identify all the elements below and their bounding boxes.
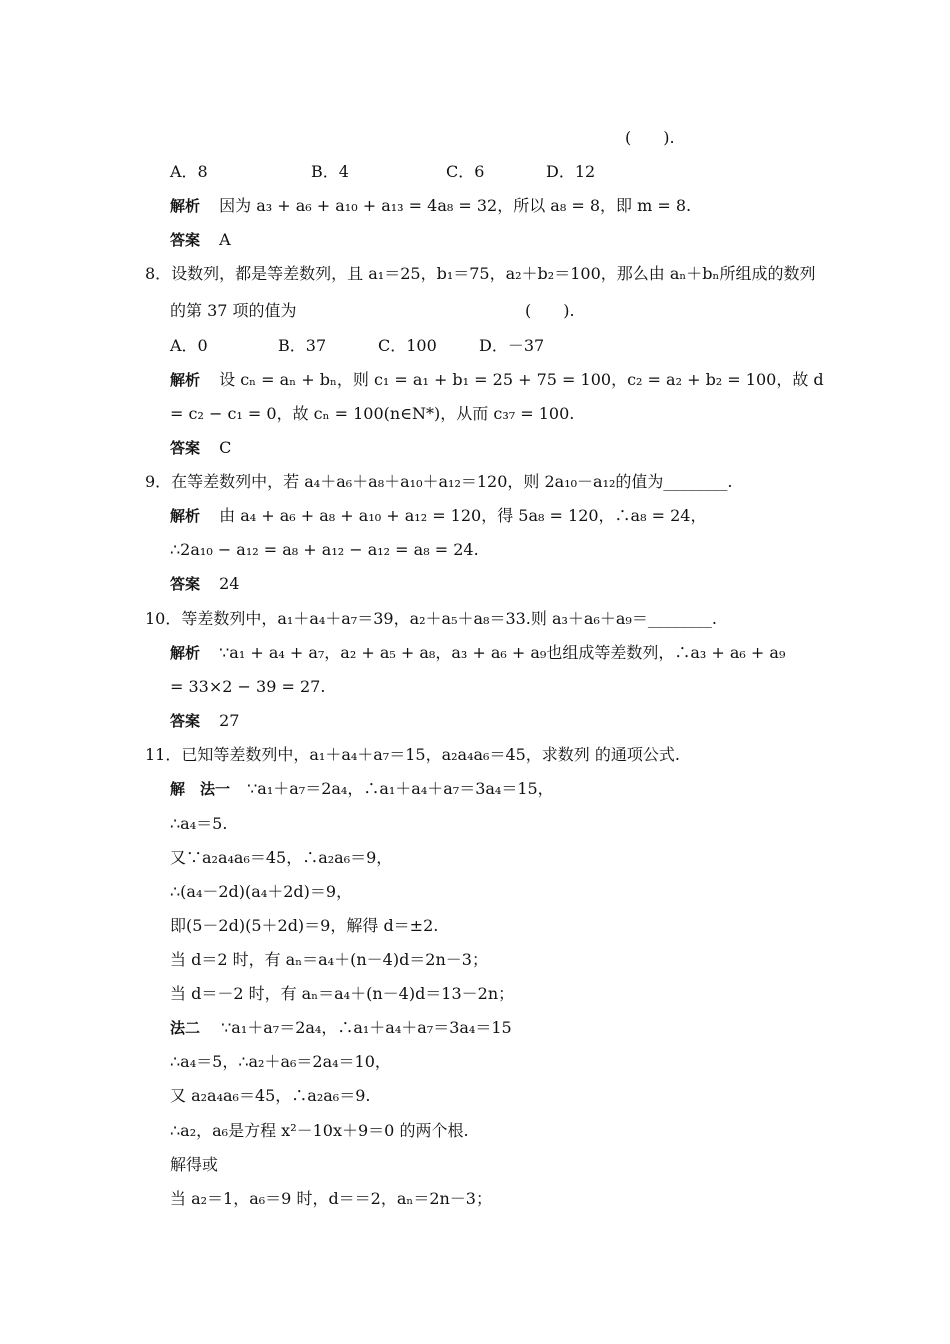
q11-step: 又∵a₂a₄a₆＝45，∴a₂a₆＝9，	[170, 848, 393, 867]
q11-method2-line1	[170, 1018, 512, 1038]
q8-answer-label: 答案	[170, 439, 201, 457]
q7-option-b: B．4	[311, 162, 349, 181]
q8-option-d: D．－37	[479, 336, 545, 355]
q7-option-a: A．8	[170, 162, 208, 181]
q7-analysis-text: 因为 a₃ + a₆ + a₁₀ + a₁₃ = 4a₈ = 32，所以 a₈ = 8，即 m = 8.	[219, 196, 692, 215]
q8-answer	[170, 438, 231, 458]
q9-analysis-label: 解析	[170, 507, 201, 525]
q8-option-a: A．0	[170, 336, 208, 355]
q9-stem: 9．在等差数列中，若 a₄＋a₆＋a₈＋a₁₀＋a₁₂＝120，则 2a₁₀－a₁₂的值为________.	[145, 472, 733, 491]
q9-answer-label: 答案	[170, 575, 201, 593]
q8-stem-line1: 8．设数列，都是等差数列，且 a₁＝25，b₁＝75，a₂＋b₂＝100，那么由 aₙ＋bₙ所组成的数列	[145, 264, 816, 283]
q8-analysis-line2: = c₂ − c₁ = 0，故 cₙ = 100(n∈N*)，从而 c₃₇ = 100.	[170, 404, 575, 423]
q9-answer-text: 24	[219, 574, 240, 593]
q11-step: ∴(a₄－2d)(a₄＋2d)＝9，	[170, 882, 353, 901]
q9-answer	[170, 574, 239, 594]
q11-step: ∴a₄＝5，∴a₂＋a₆＝2a₄＝10，	[170, 1052, 391, 1071]
q8-analysis-line1	[170, 370, 824, 390]
q9-analysis-text1: 由 a₄ + a₆ + a₈ + a₁₀ + a₁₂ = 120，得 5a₈ = 120，∴a₈ = 24，	[219, 506, 707, 525]
q10-stem: 10．等差数列中，a₁＋a₄＋a₇＝39，a₂＋a₅＋a₈＝33.则 a₃＋a₆＋a₉＝________.	[145, 609, 717, 628]
q7-option-c: C．6	[446, 162, 485, 181]
q7-answer-label: 答案	[170, 231, 201, 249]
q11-step: 又 a₂a₄a₆＝45，∴a₂a₆＝9.	[170, 1086, 371, 1105]
q7-answer	[170, 230, 231, 250]
q10-analysis-line1	[170, 643, 785, 663]
q8-answer-text: C	[219, 438, 232, 457]
q10-analysis-label: 解析	[170, 644, 201, 662]
q11-step: 当 d＝2 时，有 aₙ＝a₄＋(n－4)d＝2n－3；	[170, 950, 488, 969]
q8-stem-line2: 的第 37 项的值为	[170, 301, 297, 320]
q11-solution-text1: ∵a₁＋a₇＝2a₄，∴a₁＋a₄＋a₇＝3a₄＝15，	[247, 779, 554, 798]
q11-method2-text1: ∵a₁＋a₇＝2a₄，∴a₁＋a₄＋a₇＝3a₄＝15	[221, 1018, 512, 1037]
q9-analysis-line2: ∴2a₁₀ − a₁₂ = a₈ + a₁₂ − a₁₂ = a₈ = 24.	[170, 540, 479, 559]
q11-step: ∴a₂，a₆是方程 x²－10x＋9＝0 的两个根.	[170, 1121, 469, 1140]
q8-analysis-text1: 设 cₙ = aₙ + bₙ，则 c₁ = a₁ + b₁ = 25 + 75 = 100，c₂ = a₂ + b₂ = 100，故 d	[219, 370, 824, 389]
q10-analysis-line2: = 33×2 − 39 = 27.	[170, 677, 326, 696]
q9-analysis-line1	[170, 506, 706, 526]
q11-step: 解得或	[170, 1155, 219, 1174]
q7-analysis-label: 解析	[170, 197, 201, 215]
q11-step: 当 a₂＝1，a₆＝9 时，d＝＝2，aₙ＝2n－3；	[170, 1189, 492, 1208]
q7-answer-text: A	[219, 230, 231, 249]
q11-solution-label: 解 法一	[170, 780, 231, 798]
q11-step: 当 d＝－2 时，有 aₙ＝a₄＋(n－4)d＝13－2n；	[170, 984, 515, 1003]
q11-method2-label: 法二	[170, 1019, 201, 1037]
q8-analysis-label: 解析	[170, 371, 201, 389]
q8-option-b: B．37	[278, 336, 327, 355]
q11-stem: 11．已知等差数列中，a₁＋a₄＋a₇＝15，a₂a₄a₆＝45，求数列 的通项公式.	[145, 745, 680, 764]
q10-answer-text: 27	[219, 711, 240, 730]
q10-answer-label: 答案	[170, 712, 201, 730]
q11-step: ∴a₄＝5.	[170, 814, 228, 833]
q10-analysis-text1: ∵a₁ + a₄ + a₇，a₂ + a₅ + a₈，a₃ + a₆ + a₉也组成等差数列，∴a₃ + a₆ + a₉	[219, 643, 786, 662]
q8-option-c: C．100	[378, 336, 437, 355]
q11-step: 即(5－2d)(5＋2d)＝9，解得 d＝±2.	[170, 916, 439, 935]
q11-solution-line1	[170, 779, 554, 799]
q8-paren: ( ).	[525, 301, 575, 320]
q7-option-d: D．12	[546, 162, 596, 181]
q10-answer	[170, 711, 239, 731]
q7-paren: ( ).	[625, 128, 675, 147]
q7-analysis	[170, 196, 691, 216]
